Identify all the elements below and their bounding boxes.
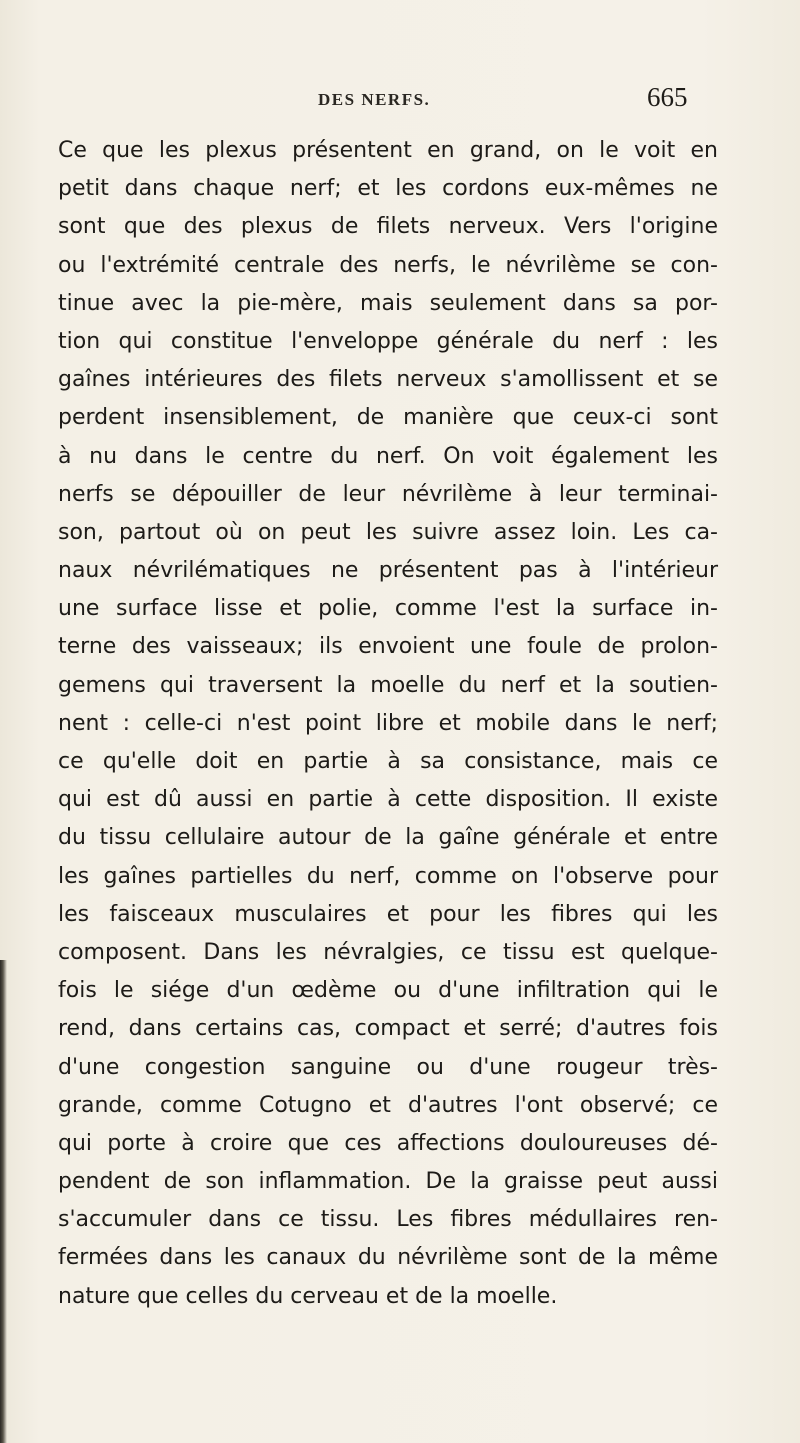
page-number: 665: [647, 82, 688, 112]
text-line-last: nature que celles du cerveau et de la moelle.: [58, 1283, 558, 1309]
text-line: tinue avec la pie-mère, mais seulement dans sa por-: [58, 290, 718, 316]
running-head: DES NERFS.: [318, 90, 431, 109]
text-line: fermées dans les canaux du névrilème sont de la même: [58, 1245, 718, 1271]
text-line: les faisceaux musculaires et pour les fibres qui les: [58, 901, 718, 927]
text-line: grande, comme Cotugno et d'autres l'ont observé; ce: [58, 1092, 718, 1118]
text-line: tion qui constitue l'enveloppe générale du nerf : les: [58, 328, 718, 354]
text-line: terne des vaisseaux; ils envoient une foule de prolon-: [58, 634, 718, 660]
text-line: composent. Dans les névralgies, ce tissu est quelque-: [58, 939, 718, 965]
text-line: les gaînes partielles du nerf, comme on l'observe pour: [58, 863, 718, 889]
text-line: une surface lisse et polie, comme l'est la surface in-: [58, 596, 718, 622]
text-line: fois le siége d'un œdème ou d'une infiltration qui le: [58, 978, 718, 1004]
text-line: qui porte à croire que ces affections douloureuses dé-: [58, 1130, 718, 1156]
text-line: nerfs se dépouiller de leur névrilème à leur terminai-: [58, 481, 718, 507]
text-line: d'une congestion sanguine ou d'une rougeur très-: [58, 1054, 718, 1080]
body-text: [58, 132, 718, 1316]
text-line: rend, dans certains cas, compact et serré; d'autres fois: [58, 1016, 718, 1042]
text-line: ou l'extrémité centrale des nerfs, le névrilème se con-: [58, 252, 718, 278]
text-line: gemens qui traversent la moelle du nerf et la soutien-: [58, 672, 718, 698]
text-line: sont que des plexus de filets nerveux. Vers l'origine: [58, 214, 718, 240]
text-line: à nu dans le centre du nerf. On voit également les: [58, 443, 718, 469]
text-line: son, partout où on peut les suivre assez loin. Les ca-: [58, 519, 718, 545]
page-edge-shadow: [0, 960, 7, 1443]
text-line: perdent insensiblement, de manière que ceux-ci sont: [58, 405, 718, 431]
page-header: [0, 82, 800, 118]
text-line: ce qu'elle doit en partie à sa consistance, mais ce: [58, 749, 718, 774]
text-line: s'accumuler dans ce tissu. Les fibres médullaires ren-: [58, 1207, 718, 1233]
text-line: nent : celle-ci n'est point libre et mobile dans le nerf;: [58, 710, 718, 736]
text-line: petit dans chaque nerf; et les cordons eux-mêmes ne: [58, 176, 718, 202]
text-line: qui est dû aussi en partie à cette disposition. Il existe: [58, 787, 718, 813]
text-line: naux névrilématiques ne présentent pas à l'intérieur: [58, 558, 718, 584]
text-line: pendent de son inflammation. De la graisse peut aussi: [58, 1169, 718, 1195]
text-line: du tissu cellulaire autour de la gaîne générale et entre: [58, 825, 718, 851]
text-line: Ce que les plexus présentent en grand, on le voit en: [58, 138, 718, 163]
text-line: gaînes intérieures des filets nerveux s'amollissent et se: [58, 367, 718, 393]
